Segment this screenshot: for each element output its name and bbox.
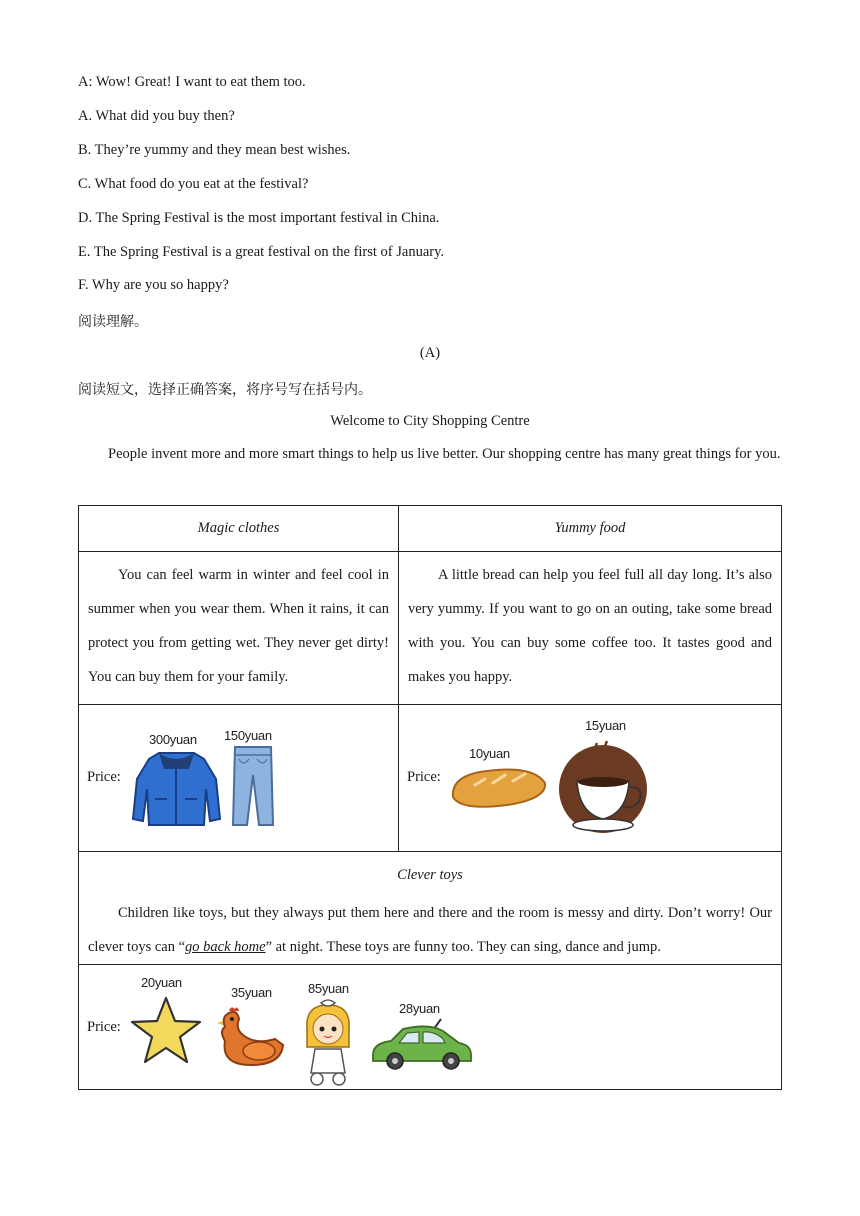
coffee-price: 15yuan [585, 718, 626, 733]
option-c: C. What food do you eat at the festival? [78, 176, 309, 192]
clothes-description: You can feel warm in winter and feel cool in summer when you wear them. When it rains, it can protect you from getting wet. They never get dirty! You can buy them for your family. [79, 552, 399, 705]
coffee-cup-icon [559, 735, 653, 835]
clothes-price-cell [79, 705, 399, 852]
toys-text-before: Children like toys, but they always put them here and there and the room is messy and dirty. Don’t worry! Our clever toys can “ [88, 905, 772, 955]
hen-toy-icon [215, 1005, 287, 1069]
car-price: 28yuan [399, 1001, 440, 1016]
jacket-price: 300yuan [149, 732, 197, 747]
article-intro: People invent more and more smart things to help us live better. Our shopping centre has many great things for you. [108, 446, 781, 462]
bread-price: 10yuan [469, 746, 510, 761]
toys-title: Clever toys [397, 867, 463, 883]
food-price-cell [399, 705, 782, 852]
jeans-price: 150yuan [224, 728, 272, 743]
jeans-icon [229, 745, 277, 829]
toys-text-after: ” at night. These toys are funny too. They can sing, dance and jump. [265, 939, 661, 955]
instruction: 阅读短文，选择正确答案，将序号写在括号内。 [78, 382, 372, 398]
toys-price-label: Price: [87, 1019, 121, 1035]
option-e: E. The Spring Festival is a great festival on the first of January. [78, 244, 445, 260]
article-title: Welcome to City Shopping Centre [330, 413, 530, 429]
dialogue-line: A: Wow! Great! I want to eat them too. [78, 74, 306, 90]
toys-description-cell [79, 852, 782, 965]
food-title: Yummy food [399, 506, 782, 552]
doll-price: 85yuan [308, 981, 349, 996]
toys-price-cell [79, 965, 782, 1090]
option-d: D. The Spring Festival is the most important festival in China. [78, 210, 440, 226]
toys-text-underlined: go back home [185, 939, 266, 955]
product-table [78, 505, 782, 1090]
section-title: 阅读理解。 [78, 314, 148, 330]
star-price: 20yuan [141, 975, 182, 990]
option-a: A. What did you buy then? [78, 108, 235, 124]
hen-price: 35yuan [231, 985, 272, 1000]
toys-description [88, 896, 772, 964]
bread-icon [447, 763, 549, 813]
jacket-icon [129, 749, 224, 829]
option-f: F. Why are you so happy? [78, 277, 229, 293]
doll-toy-icon [301, 999, 355, 1087]
part-label: (A) [419, 345, 441, 361]
star-toy-icon [129, 995, 203, 1065]
food-price-label: Price: [407, 769, 441, 785]
clothes-title: Magic clothes [79, 506, 399, 552]
car-toy-icon [369, 1017, 473, 1073]
option-b: B. They’re yummy and they mean best wishes. [78, 142, 351, 158]
food-description: A little bread can help you feel full all day long. It’s also very yummy. If you want to go on an outing, take some bread with you. You can buy some coffee too. It tastes good and makes you happy. [399, 552, 782, 705]
clothes-price-label: Price: [87, 769, 121, 785]
